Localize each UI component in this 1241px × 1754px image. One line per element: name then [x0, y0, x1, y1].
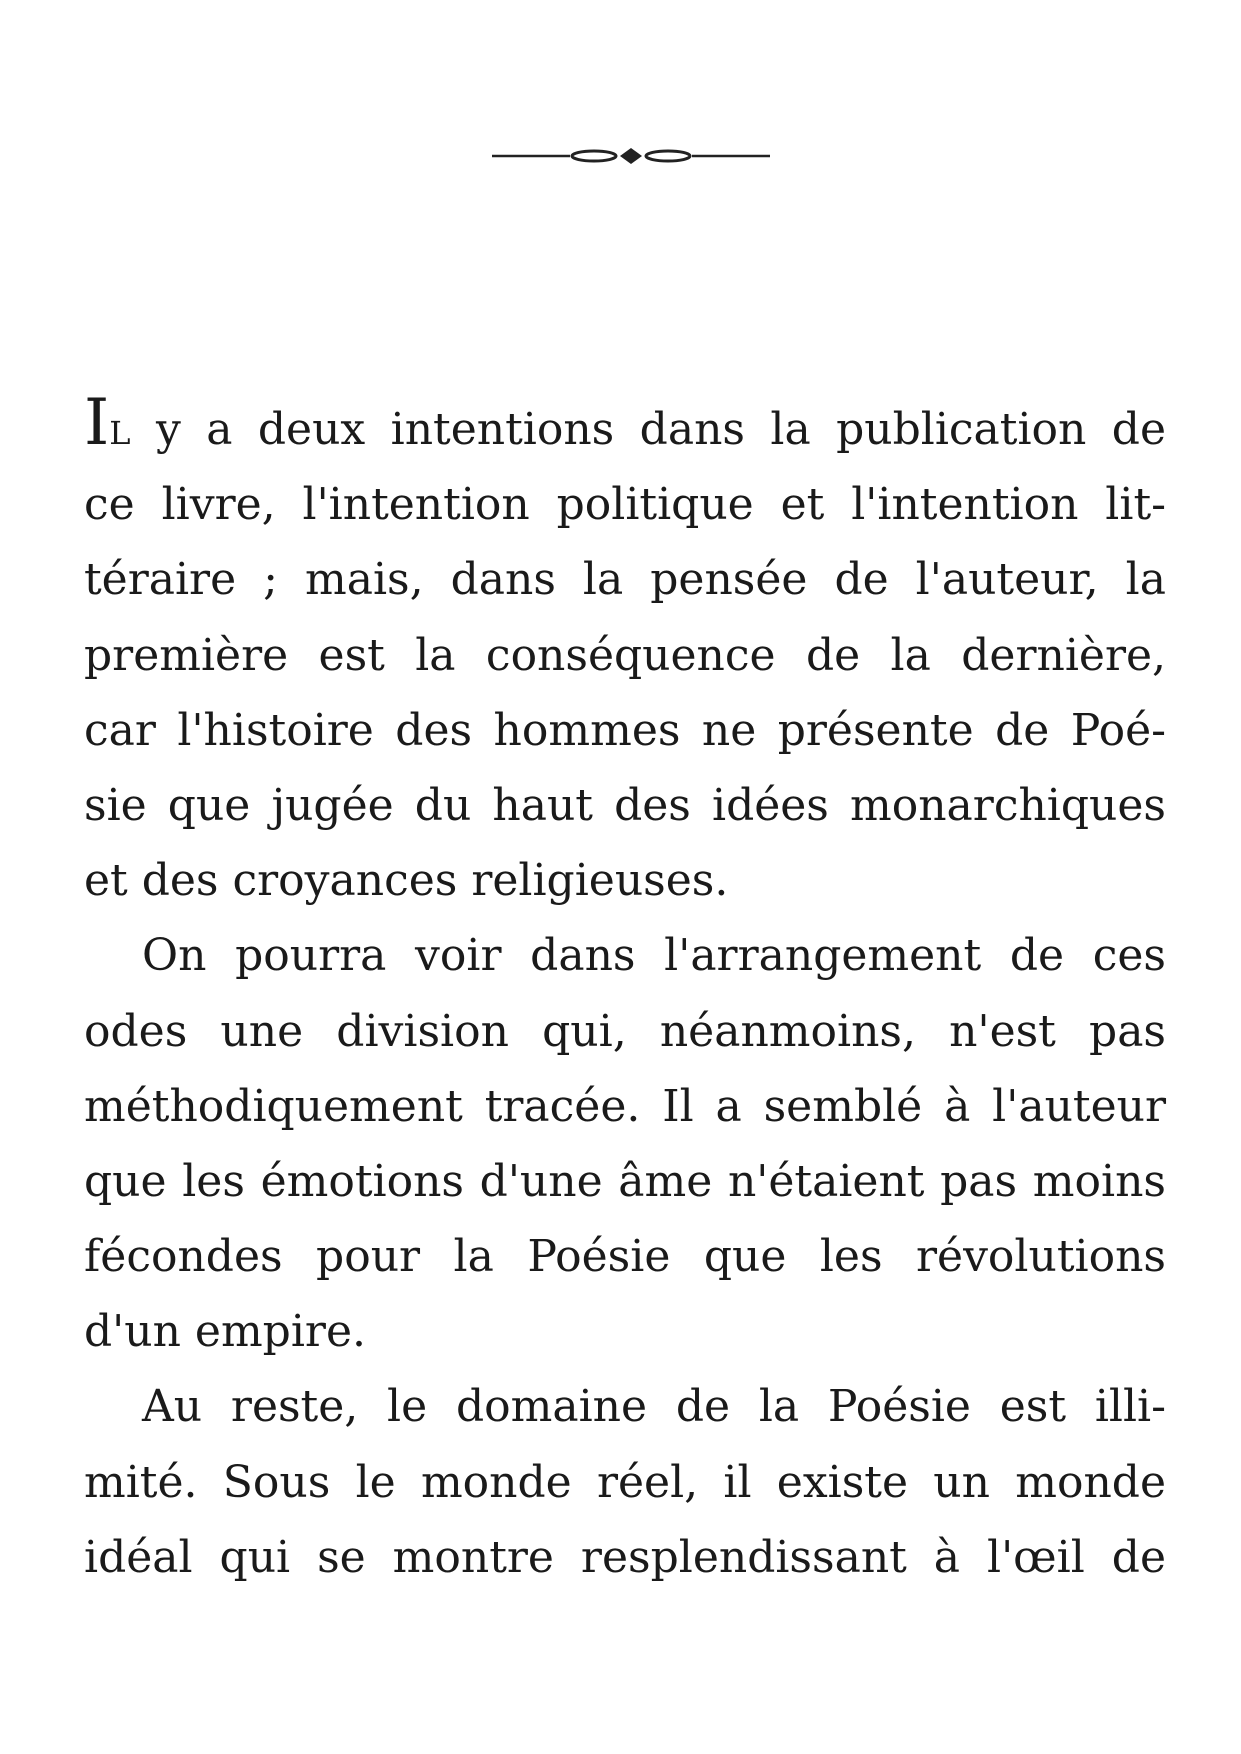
text-line: d'un empire. — [84, 1306, 366, 1358]
text-line: première est la conséquence de la dernière, — [84, 629, 1166, 681]
paragraph — [84, 918, 1166, 1369]
text-line: idéal qui se montre resplendissant à l'œil de — [84, 1531, 1166, 1583]
text-line: ce livre, l'intention politique et l'intention lit- — [84, 479, 1166, 531]
text-line: odes une division qui, néanmoins, n'est pas — [84, 1005, 1166, 1057]
paragraph — [84, 1369, 1166, 1595]
text-line: Au reste, le domaine de la Poésie est illi- — [142, 1381, 1166, 1433]
text-line: car l'histoire des hommes ne présente de Poé- — [84, 704, 1166, 756]
text-line: mité. Sous le monde réel, il existe un monde — [84, 1456, 1166, 1508]
text-line: IL y a deux intentions dans la publication de — [84, 386, 1166, 460]
text-line: sie que jugée du haut des idées monarchiques — [84, 779, 1166, 831]
text-line: et des croyances religieuses. — [84, 855, 729, 907]
text-line: que les émotions d'une âme n'étaient pas moins — [84, 1155, 1166, 1207]
text-line: téraire ; mais, dans la pensée de l'auteur, la — [84, 554, 1166, 606]
text-line: fécondes pour la Poésie que les révolutions — [84, 1231, 1166, 1283]
drop-cap: I — [84, 386, 110, 460]
small-cap: L — [109, 414, 131, 452]
preface-text — [84, 386, 1166, 1595]
text-line: On pourra voir dans l'arrangement de ces — [142, 930, 1166, 982]
ornamental-rule-icon — [490, 142, 772, 170]
text-line: méthodiquement tracée. Il a semblé à l'auteur — [84, 1080, 1166, 1132]
paragraph — [84, 386, 1166, 918]
